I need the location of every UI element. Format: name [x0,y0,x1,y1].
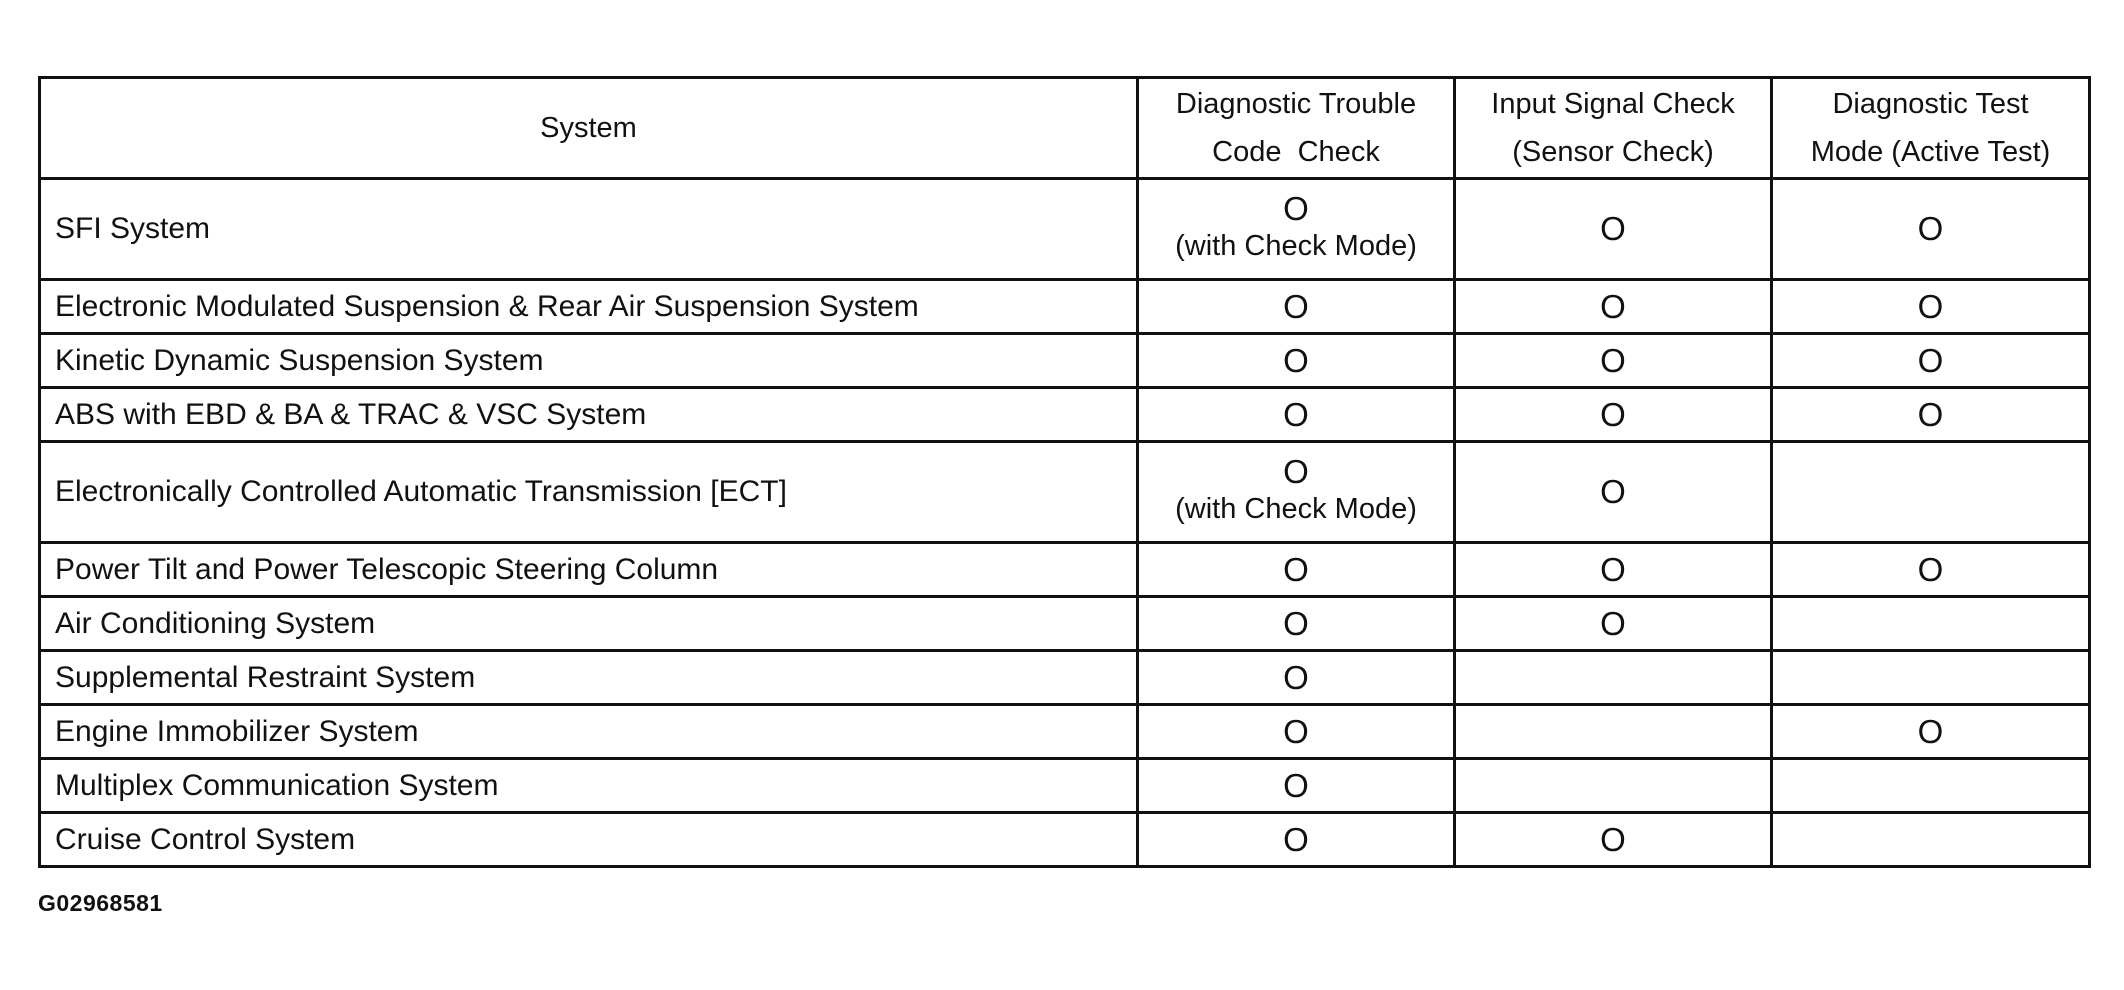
test-mode-cell [1772,813,2090,867]
table-row [40,759,2090,813]
header-input-signal-line-2: (Sensor Check) [1512,136,1714,168]
input-signal-cell [1455,442,1772,543]
header-input-signal-line-1: Input Signal Check [1491,88,1735,120]
header-system-label: System [540,112,637,144]
supported-mark: O [1917,287,1944,325]
table-row [40,597,2090,651]
check-mode-note: (with Check Mode) [1175,493,1417,525]
test-mode-cell [1772,442,2090,543]
diagnostic-function-table [38,76,2091,868]
dtc-cell [1138,334,1455,388]
supported-mark: O [1600,473,1626,510]
test-mode-cell [1772,759,2090,813]
supported-mark: O [1917,341,1944,379]
system-name-cell: SFI System [40,179,1138,280]
supported-mark: O [1600,210,1626,247]
supported-mark: O [1283,395,1309,433]
header-diagnostic-trouble-code-check [1138,78,1455,179]
input-signal-cell [1455,759,1772,813]
test-mode-cell [1772,388,2090,442]
test-mode-cell [1772,597,2090,651]
supported-mark: O [1283,190,1309,227]
test-mode-cell [1772,543,2090,597]
table-row [40,280,2090,334]
header-dtc-line-1: Diagnostic Trouble [1175,88,1417,120]
supported-mark: O [1283,550,1309,588]
input-signal-cell [1455,543,1772,597]
system-name-cell: Power Tilt and Power Telescopic Steering Column [40,543,1138,597]
table-row [40,543,2090,597]
system-name-cell: Cruise Control System [40,813,1138,867]
input-signal-cell [1455,813,1772,867]
system-name-cell: Kinetic Dynamic Suspension System [40,334,1138,388]
table-row [40,813,2090,867]
supported-mark: O [1600,341,1626,379]
table-row [40,705,2090,759]
table-header-row [40,78,2090,179]
input-signal-cell [1455,280,1772,334]
header-system [40,78,1138,179]
header-input-signal-check [1455,78,1772,179]
table-row [40,651,2090,705]
supported-mark: O [1283,658,1309,696]
table-row [40,442,2090,543]
test-mode-cell [1772,280,2090,334]
dtc-cell [1138,388,1455,442]
input-signal-cell [1455,651,1772,705]
test-mode-cell [1772,179,2090,280]
supported-mark: O [1600,550,1626,588]
header-dtc-line-2: Code Check [1212,136,1380,168]
dtc-cell [1138,442,1455,543]
system-name-cell: Air Conditioning System [40,597,1138,651]
supported-mark: O [1600,395,1626,433]
supported-mark: O [1917,395,1944,433]
dtc-cell [1138,705,1455,759]
supported-mark: O [1283,766,1309,804]
supported-mark: O [1917,712,1944,750]
supported-mark: O [1600,287,1626,325]
table-body [40,179,2090,867]
dtc-cell [1138,280,1455,334]
test-mode-cell [1772,334,2090,388]
header-test-mode-line-2: Mode (Active Test) [1810,136,2051,168]
system-name-cell: Engine Immobilizer System [40,705,1138,759]
figure-id-label: G02968581 [38,890,163,916]
header-diagnostic-test-mode [1772,78,2090,179]
dtc-cell [1138,179,1455,280]
supported-mark: O [1600,604,1626,642]
dtc-cell [1138,651,1455,705]
supported-mark: O [1600,820,1626,858]
system-name-cell: Supplemental Restraint System [40,651,1138,705]
table-row [40,179,2090,280]
input-signal-cell [1455,179,1772,280]
table-row [40,334,2090,388]
input-signal-cell [1455,705,1772,759]
table-row [40,388,2090,442]
header-test-mode-line-1: Diagnostic Test [1832,88,2029,120]
system-name-cell: Electronic Modulated Suspension & Rear Air Suspension System [40,280,1138,334]
check-mode-note: (with Check Mode) [1175,230,1417,262]
test-mode-cell [1772,651,2090,705]
system-name-cell: Multiplex Communication System [40,759,1138,813]
supported-mark: O [1283,820,1309,858]
input-signal-cell [1455,334,1772,388]
supported-mark: O [1917,210,1944,247]
supported-mark: O [1283,453,1309,490]
supported-mark: O [1283,341,1309,379]
supported-mark: O [1283,604,1309,642]
dtc-cell [1138,759,1455,813]
input-signal-cell [1455,597,1772,651]
dtc-cell [1138,597,1455,651]
dtc-cell [1138,543,1455,597]
supported-mark: O [1283,712,1309,750]
test-mode-cell [1772,705,2090,759]
system-name-cell: Electronically Controlled Automatic Transmission [ECT] [40,442,1138,543]
dtc-cell [1138,813,1455,867]
supported-mark: O [1283,287,1309,325]
system-name-cell: ABS with EBD & BA & TRAC & VSC System [40,388,1138,442]
supported-mark: O [1917,550,1944,588]
input-signal-cell [1455,388,1772,442]
